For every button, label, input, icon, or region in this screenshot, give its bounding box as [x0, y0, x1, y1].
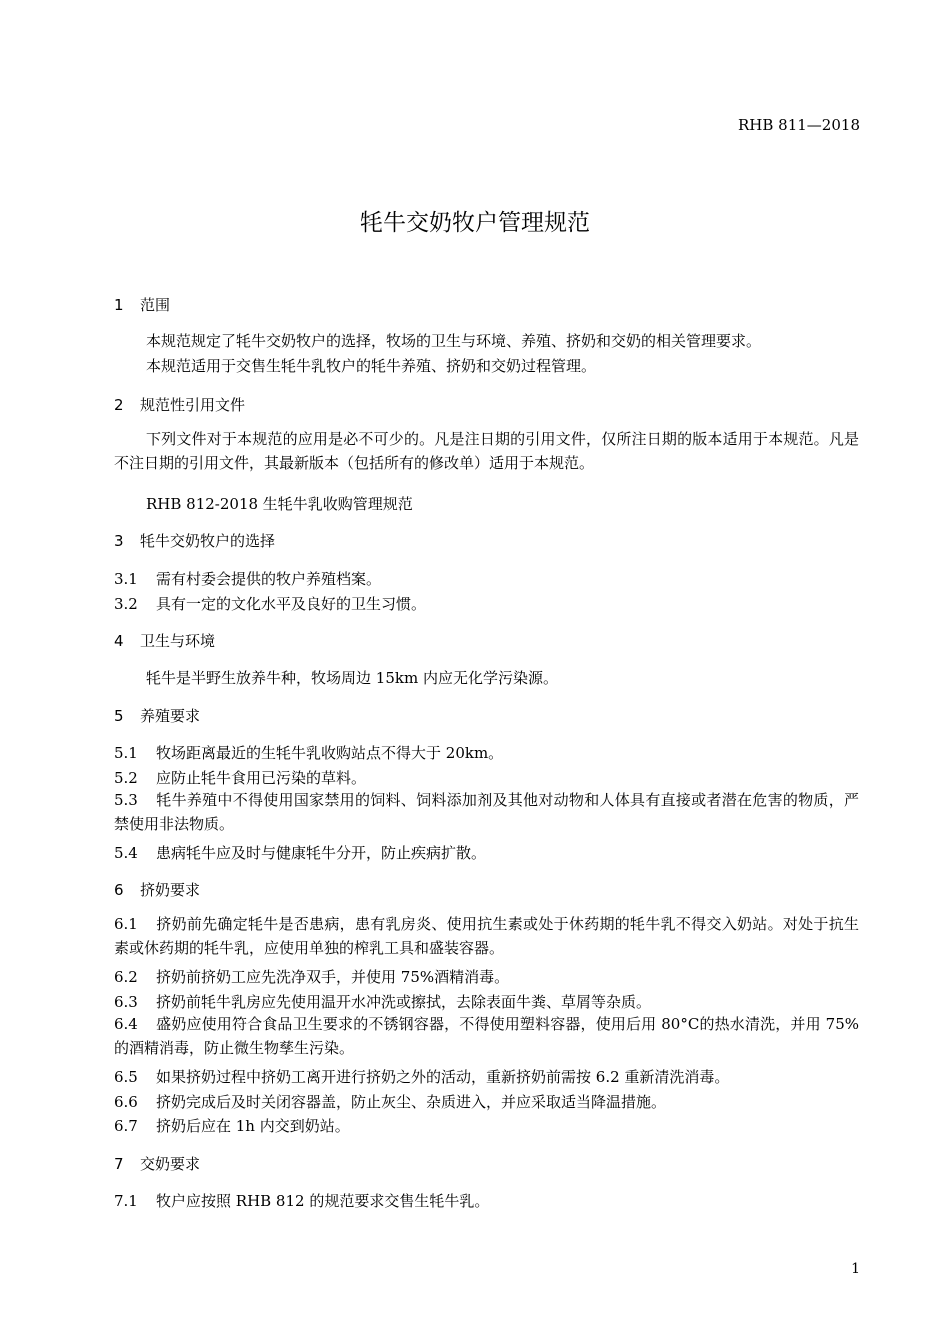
page-number: 1: [851, 1261, 860, 1277]
section-heading-text: 范围: [140, 296, 171, 314]
section-number: 4: [114, 632, 124, 650]
clause-item: [114, 568, 381, 589]
section-7-heading: [114, 1153, 200, 1174]
clause-item: [114, 788, 859, 836]
clause-text: 牧户应按照 RHB 812 的规范要求交售生牦牛乳。: [156, 1192, 490, 1210]
clause-number: 6.7: [114, 1117, 138, 1135]
clause-text: 挤奶完成后及时关闭容器盖，防止灰尘、杂质进入，并应采取适当降温措施。: [156, 1093, 667, 1111]
clause-text: 挤奶后应在 1h 内交到奶站。: [156, 1117, 350, 1135]
clause-item: [114, 742, 503, 763]
section-number: 3: [114, 532, 124, 550]
section-2-heading: [114, 394, 245, 415]
section-heading-text: 卫生与环境: [140, 632, 216, 650]
clause-text: 应防止牦牛食用已污染的草料。: [156, 769, 367, 787]
section-1-paragraph: 本规范适用于交售生牦牛乳牧户的牦牛养殖、挤奶和交奶过程管理。: [146, 357, 597, 375]
clause-item: [114, 1066, 729, 1087]
clause-item: [114, 1091, 666, 1112]
document-title: 牦牛交奶牧户管理规范: [360, 210, 590, 236]
clause-item: [114, 842, 486, 863]
clause-item: [114, 912, 859, 960]
clause-text: 患病牦牛应及时与健康牦牛分开，防止疾病扩散。: [156, 844, 487, 862]
clause-number: 7.1: [114, 1192, 138, 1210]
clause-text: 盛奶应使用符合食品卫生要求的不锈钢容器，不得使用塑料容器，使用后用 80°C的热水清洗，并用 75%的酒精消毒，防止微生物孳生污染。: [114, 1015, 859, 1057]
clause-item: [114, 966, 509, 987]
section-heading-text: 养殖要求: [140, 707, 201, 725]
clause-text: 如果挤奶过程中挤奶工离开进行挤奶之外的活动，重新挤奶前需按 6.2 重新清洗消毒。: [156, 1068, 730, 1086]
clause-number: 6.5: [114, 1068, 138, 1086]
clause-number: 5.2: [114, 769, 138, 787]
section-5-heading: [114, 705, 200, 726]
clause-item: [114, 1115, 350, 1136]
clause-number: 6.4: [114, 1015, 138, 1033]
section-6-heading: [114, 879, 200, 900]
section-heading-text: 牦牛交奶牧户的选择: [140, 532, 276, 550]
clause-number: 6.2: [114, 968, 138, 986]
section-2-paragraph: 下列文件对于本规范的应用是必不可少的。凡是注日期的引用文件，仅所注日期的版本适用于本规范。凡是不注日期的引用文件，其最新版本（包括所有的修改单）适用于本规范。: [114, 430, 859, 472]
clause-item: [114, 767, 366, 788]
section-number: 6: [114, 881, 124, 899]
section-1-heading: [114, 294, 170, 315]
section-heading-text: 交奶要求: [140, 1155, 201, 1173]
clause-item: [114, 1190, 489, 1211]
section-1-paragraph: 本规范规定了牦牛交奶牧户的选择，牧场的卫生与环境、养殖、挤奶和交奶的相关管理要求。: [146, 332, 762, 350]
section-number: 7: [114, 1155, 124, 1173]
clause-text: 挤奶前牦牛乳房应先使用温开水冲洗或擦拭，去除表面牛粪、草屑等杂质。: [156, 993, 652, 1011]
clause-item: [114, 1012, 859, 1060]
document-number: RHB 811—2018: [738, 116, 860, 134]
clause-number: 6.6: [114, 1093, 138, 1111]
section-number: 1: [114, 296, 124, 314]
section-heading-text: 规范性引用文件: [140, 396, 246, 414]
clause-number: 3.2: [114, 595, 138, 613]
clause-number: 6.3: [114, 993, 138, 1011]
section-number: 5: [114, 707, 124, 725]
clause-number: 5.1: [114, 744, 138, 762]
clause-text: 具有一定的文化水平及良好的卫生习惯。: [156, 595, 427, 613]
clause-number: 5.3: [114, 791, 138, 809]
clause-text: 挤奶前挤奶工应先洗净双手，并使用 75%酒精消毒。: [156, 968, 510, 986]
section-number: 2: [114, 396, 124, 414]
clause-number: 3.1: [114, 570, 138, 588]
clause-text: 需有村委会提供的牧户养殖档案。: [156, 570, 382, 588]
section-heading-text: 挤奶要求: [140, 881, 201, 899]
clause-text: 牦牛养殖中不得使用国家禁用的饲料、饲料添加剂及其他对动物和人体具有直接或者潜在危害的物质，严禁使用非法物质。: [114, 791, 859, 833]
clause-number: 6.1: [114, 915, 138, 933]
section-3-heading: [114, 530, 275, 551]
clause-text: 挤奶前先确定牦牛是否患病，患有乳房炎、使用抗生素或处于休药期的牦牛乳不得交入奶站。对处于抗生素或休药期的牦牛乳，应使用单独的榨乳工具和盛装容器。: [114, 915, 859, 957]
section-4-paragraph: 牦牛是半野生放养牛种，牧场周边 15km 内应无化学污染源。: [146, 669, 558, 687]
clause-item: [114, 991, 651, 1012]
clause-item: [114, 593, 426, 614]
clause-number: 5.4: [114, 844, 138, 862]
normative-reference: RHB 812-2018 生牦牛乳收购管理规范: [146, 495, 413, 513]
section-4-heading: [114, 630, 215, 651]
clause-text: 牧场距离最近的生牦牛乳收购站点不得大于 20km。: [156, 744, 504, 762]
